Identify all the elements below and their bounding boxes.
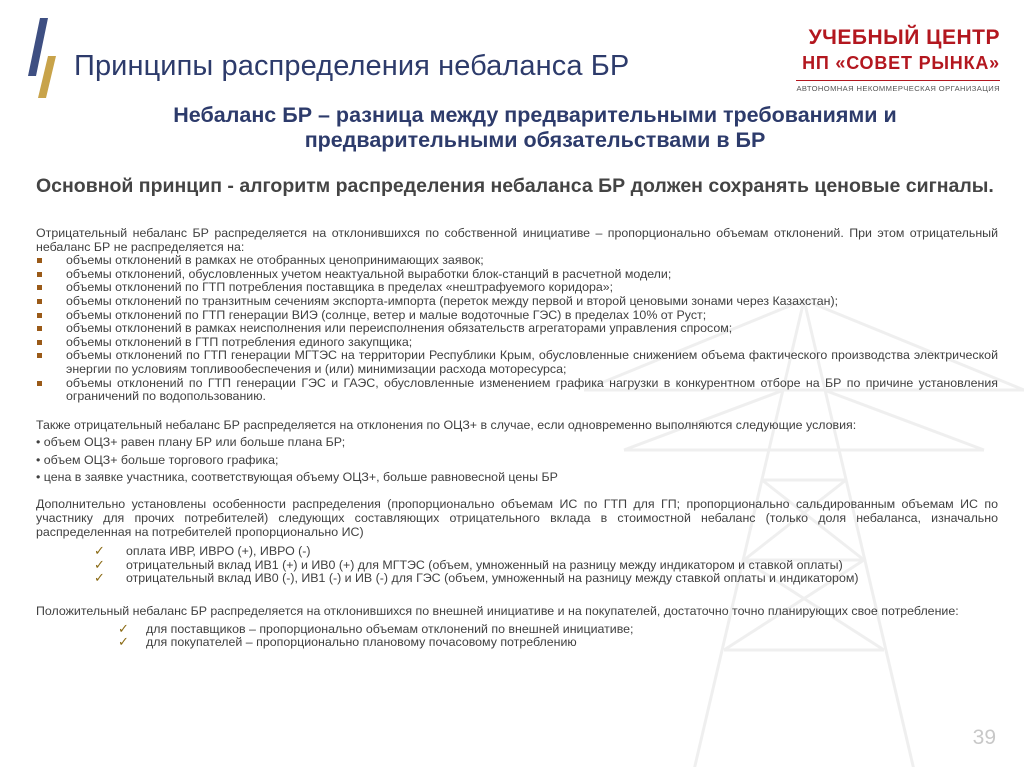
list-item-text: отрицательный вклад ИВ0 (-), ИВ1 (-) и ИВ (-) для ГЭС (объем, умноженный на разницу между ставкой оплаты и индикатором): [126, 571, 859, 586]
list-item-text: оплата ИВР, ИВРО (+), ИВРО (-): [126, 544, 311, 559]
list-item: [36, 572, 998, 586]
subtitle: Небаланс БР – разница между предварительными требованиями и предварительными обязательствами в БР: [173, 103, 897, 152]
additional-list: [36, 545, 998, 586]
positive-intro: Положительный небаланс БР распределяется на отклонившихся по внешней инициативе и на покупателей, достаточно точно планирующих свое потребление:: [36, 603, 959, 618]
list-item: • цена в заявке участника, соответствующая объему ОЦЗ+, больше равновесной цены БР: [36, 469, 998, 486]
negative-exclusions-list: [36, 254, 998, 404]
logo: [796, 26, 1000, 93]
logo-line-2: НП «СОВЕТ РЫНКА»: [802, 53, 1000, 73]
list-item-text: для поставщиков – пропорционально объемам отклонений по внешней инициативе;: [146, 621, 634, 636]
checkmark-icon: ✓: [94, 556, 105, 572]
additional-intro: Дополнительно установлены особенности распределения (пропорционально объемам ИС по ГТП для ГП; пропорционально сальдированным объемам ИС по участнику для прочих потребителей) следующих составляющих отрицательного вклада в стоимостной небаланс (только доля небаланса, изначально распределенная на потребителей пропорционально ИС): [36, 497, 998, 539]
list-item-text: отрицательный вклад ИВ1 (+) и ИВ0 (+) для МГТЭС (объем, умноженный на разницу между индикатором и ставкой оплаты): [126, 557, 843, 572]
list-item: объемы отклонений в рамках неисполнения или переисполнения обязательств агрегаторами управления спросом;: [36, 322, 998, 336]
checkmark-icon: ✓: [94, 543, 105, 559]
also-intro: Также отрицательный небаланс БР распределяется на отклонения по ОЦЗ+ в случае, если одновременно выполняются следующие условия:: [36, 417, 857, 432]
list-item: объемы отклонений по ГТП генерации ВИЭ (солнце, ветер и малые водоточные ГЭС) в пределах 10% от Руст;: [36, 309, 998, 323]
list-item: [36, 556, 998, 573]
list-item: объемы отклонений по ГТП генерации МГТЭС на территории Республики Крым, обусловленные снижением объема фактического производства электрической энергии по условиям топливообеспечения и (или) минимизации расхода моторесурса;: [36, 349, 998, 376]
list-item: объемы отклонений в ГТП потребления единого закупщика;: [36, 336, 998, 350]
content-body: [36, 227, 998, 650]
checkmark-icon: ✓: [118, 634, 129, 650]
checkmark-icon: ✓: [94, 570, 105, 586]
main-principle: Основной принцип - алгоритм распределения небаланса БР должен сохранять ценовые сигналы.: [36, 175, 994, 197]
page-title: Принципы распределения небаланса БР: [74, 50, 630, 82]
page-number: 39: [972, 726, 996, 749]
checkmark-icon: ✓: [118, 620, 129, 636]
list-item: [36, 620, 998, 637]
logo-line-1: УЧЕБНЫЙ ЦЕНТР: [808, 26, 1000, 49]
list-item-text: для покупателей – пропорционально плановому почасовому потреблению: [146, 635, 577, 650]
title-accent-icon: [26, 18, 56, 98]
list-item: объемы отклонений, обусловленных учетом неактуальной выработки блок-станций в расчетной модели;: [36, 268, 998, 282]
list-item: объемы отклонений по ГТП генерации ГЭС и ГАЭС, обусловленные изменением графика нагрузки в конкурентном отборе на БР по причине установления ограничений по водопользованию.: [36, 377, 998, 404]
negative-intro: Отрицательный небаланс БР распределяется на отклонившихся по собственной инициативе – пропорционально объемам отклонений. При этом отрицательный небаланс БР не распределяется на:: [36, 226, 998, 254]
list-item: [36, 636, 998, 650]
list-item: объемы отклонений по транзитным сечениям экспорта-импорта (переток между первой и второй ценовыми зонами через Казахстан);: [36, 295, 998, 309]
list-item: [36, 545, 998, 559]
list-item: объемы отклонений в рамках не отобранных ценопринимающих заявок;: [36, 254, 998, 268]
list-item: объемы отклонений по ГТП потребления поставщика в пределах «нештрафуемого коридора»;: [36, 281, 998, 295]
also-conditions-list: [36, 434, 998, 486]
logo-line-3: АВТОНОМНАЯ НЕКОММЕРЧЕСКАЯ ОРГАНИЗАЦИЯ: [796, 80, 1000, 93]
positive-list: [36, 620, 998, 650]
list-item: • объем ОЦЗ+ равен плану БР или больше плана БР;: [36, 434, 998, 451]
list-item: • объем ОЦЗ+ больше торгового графика;: [36, 452, 998, 469]
